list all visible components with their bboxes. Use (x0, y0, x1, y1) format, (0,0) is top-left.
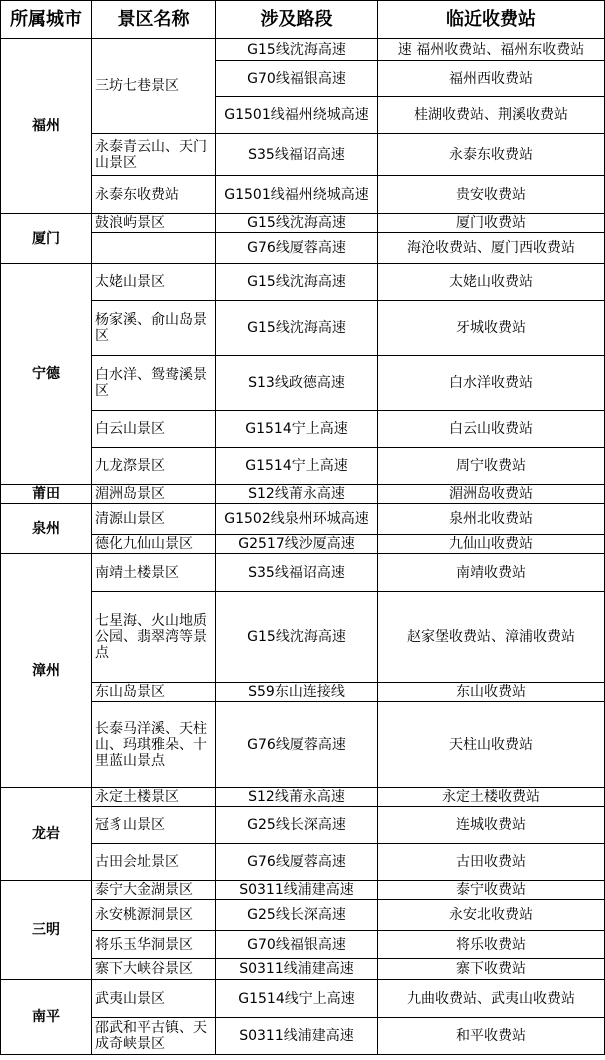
city-cell-nanping: 南平 (1, 980, 92, 1055)
road-cell: S35线福诏高速 (216, 134, 378, 176)
station-cell: 白云山收费站 (378, 411, 605, 448)
station-cell: 古田收费站 (378, 844, 605, 881)
road-cell: G1501线福州绕城高速 (216, 97, 378, 134)
station-cell: 九曲收费站、武夷山收费站 (378, 980, 605, 1018)
road-cell: S12线莆永高速 (216, 485, 378, 504)
spot-cell: 古田会址景区 (92, 844, 216, 881)
spot-cell: 长泰马洋溪、天柱山、玛琪雅朵、十里蓝山景点 (92, 702, 216, 788)
spot-cell: 邵武和平古镇、天成奇峡景区 (92, 1018, 216, 1055)
table-row (1, 264, 605, 301)
road-cell: S0311线浦建高速 (216, 959, 378, 980)
spot-cell-empty (92, 233, 216, 264)
station-cell: 厦门收费站 (378, 214, 605, 233)
spot-cell: 永泰东收费站 (92, 176, 216, 214)
header-city: 所属城市 (1, 1, 92, 39)
city-cell-xiamen: 厦门 (1, 214, 92, 264)
station-cell: 海沧收费站、厦门西收费站 (378, 233, 605, 264)
station-cell: 连城收费站 (378, 807, 605, 844)
spot-cell: 南靖土楼景区 (92, 554, 216, 592)
table-row (1, 134, 605, 176)
station-cell: 赵家堡收费站、漳浦收费站 (378, 592, 605, 683)
station-cell: 太姥山收费站 (378, 264, 605, 301)
road-cell: S0311线浦建高速 (216, 881, 378, 900)
road-cell: G25线长深高速 (216, 900, 378, 931)
table-row (1, 959, 605, 980)
station-cell: 南靖收费站 (378, 554, 605, 592)
city-cell-quanzhou: 泉州 (1, 504, 92, 554)
table-row (1, 411, 605, 448)
road-cell: G15线沈海高速 (216, 214, 378, 233)
table-row (1, 176, 605, 214)
table-row (1, 683, 605, 702)
road-cell: S35线福诏高速 (216, 554, 378, 592)
station-cell: 泰宁收费站 (378, 881, 605, 900)
road-cell: G70线福银高速 (216, 61, 378, 97)
road-cell: G15线沈海高速 (216, 301, 378, 356)
road-cell: G1514线宁上高速 (216, 980, 378, 1018)
station-cell: 永安北收费站 (378, 900, 605, 931)
city-cell-sanming: 三明 (1, 881, 92, 980)
road-cell: G15线沈海高速 (216, 592, 378, 683)
city-cell-putian: 莆田 (1, 485, 92, 504)
table-row (1, 931, 605, 959)
spot-cell: 武夷山景区 (92, 980, 216, 1018)
spot-cell: 鼓浪屿景区 (92, 214, 216, 233)
spot-cell: 七星海、火山地质公园、翡翠湾等景点 (92, 592, 216, 683)
road-cell: G70线福银高速 (216, 931, 378, 959)
road-cell: G76线厦蓉高速 (216, 233, 378, 264)
road-cell: G76线厦蓉高速 (216, 844, 378, 881)
city-cell-fuzhou: 福州 (1, 39, 92, 214)
header-spot: 景区名称 (92, 1, 216, 39)
station-cell: 将乐收费站 (378, 931, 605, 959)
road-cell: G25线长深高速 (216, 807, 378, 844)
table-row (1, 39, 605, 61)
table-row (1, 980, 605, 1018)
table-row (1, 1018, 605, 1055)
spot-cell: 永定土楼景区 (92, 788, 216, 807)
road-cell: S0311线浦建高速 (216, 1018, 378, 1055)
table-row (1, 554, 605, 592)
header-row (1, 1, 605, 39)
station-cell: 福州西收费站 (378, 61, 605, 97)
station-cell: 永定土楼收费站 (378, 788, 605, 807)
spot-cell: 九龙漈景区 (92, 448, 216, 485)
station-cell: 周宁收费站 (378, 448, 605, 485)
station-cell: 白水洋收费站 (378, 356, 605, 411)
spot-cell: 白云山景区 (92, 411, 216, 448)
spot-cell: 德化九仙山景区 (92, 535, 216, 554)
station-cell: 湄洲岛收费站 (378, 485, 605, 504)
header-road: 涉及路段 (216, 1, 378, 39)
road-cell: G1502线泉州环城高速 (216, 504, 378, 535)
city-cell-zhangzhou: 漳州 (1, 554, 92, 788)
road-cell: G76线厦蓉高速 (216, 702, 378, 788)
table-row (1, 535, 605, 554)
spot-cell: 三坊七巷景区 (92, 39, 216, 134)
station-cell: 和平收费站 (378, 1018, 605, 1055)
station-cell: 速 福州收费站、福州东收费站 (378, 39, 605, 61)
table-row (1, 900, 605, 931)
road-cell: G15线沈海高速 (216, 39, 378, 61)
station-cell: 九仙山收费站 (378, 535, 605, 554)
spot-cell: 清源山景区 (92, 504, 216, 535)
table-row (1, 788, 605, 807)
spot-cell: 湄洲岛景区 (92, 485, 216, 504)
table-row (1, 485, 605, 504)
table-row (1, 807, 605, 844)
header-station: 临近收费站 (378, 1, 605, 39)
table-row (1, 356, 605, 411)
spot-cell: 将乐玉华洞景区 (92, 931, 216, 959)
spot-cell: 太姥山景区 (92, 264, 216, 301)
spot-cell: 杨家溪、俞山岛景区 (92, 301, 216, 356)
city-cell-ningde: 宁德 (1, 264, 92, 485)
station-cell: 牙城收费站 (378, 301, 605, 356)
spot-cell: 寨下大峡谷景区 (92, 959, 216, 980)
spot-cell: 白水洋、鸳鸯溪景区 (92, 356, 216, 411)
road-cell: G15线沈海高速 (216, 264, 378, 301)
station-cell: 贵安收费站 (378, 176, 605, 214)
city-cell-longyan: 龙岩 (1, 788, 92, 881)
table-row (1, 881, 605, 900)
spot-cell: 东山岛景区 (92, 683, 216, 702)
table-row (1, 592, 605, 683)
station-cell: 泉州北收费站 (378, 504, 605, 535)
table-row (1, 702, 605, 788)
road-cell: G2517线沙厦高速 (216, 535, 378, 554)
road-cell: G1514宁上高速 (216, 448, 378, 485)
table-row (1, 504, 605, 535)
table-row (1, 301, 605, 356)
road-cell: S59东山连接线 (216, 683, 378, 702)
road-cell: S13线政德高速 (216, 356, 378, 411)
station-cell: 天柱山收费站 (378, 702, 605, 788)
station-cell: 寨下收费站 (378, 959, 605, 980)
station-cell: 东山收费站 (378, 683, 605, 702)
road-cell: G1501线福州绕城高速 (216, 176, 378, 214)
road-cell: S12线莆永高速 (216, 788, 378, 807)
station-cell: 桂湖收费站、荆溪收费站 (378, 97, 605, 134)
table-row (1, 448, 605, 485)
spot-cell: 永泰青云山、天门山景区 (92, 134, 216, 176)
table-row (1, 844, 605, 881)
road-cell: G1514宁上高速 (216, 411, 378, 448)
spot-cell: 冠豸山景区 (92, 807, 216, 844)
station-cell: 永泰东收费站 (378, 134, 605, 176)
table-row (1, 233, 605, 264)
spot-cell: 泰宁大金湖景区 (92, 881, 216, 900)
spot-cell: 永安桃源洞景区 (92, 900, 216, 931)
table-row (1, 214, 605, 233)
